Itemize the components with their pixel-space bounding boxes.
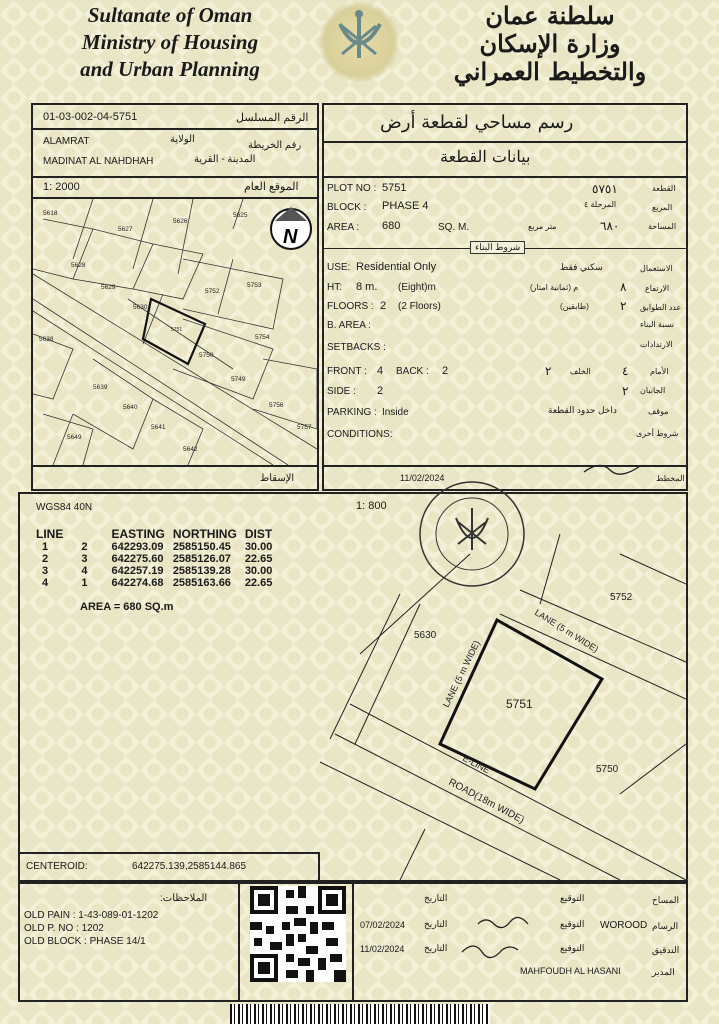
area-unit: SQ. M.: [438, 222, 470, 233]
old-block: OLD BLOCK : PHASE 14/1: [24, 936, 146, 947]
header-en-line2: Ministry of Housing: [81, 30, 259, 54]
parking-label-ar: موقف: [648, 407, 669, 416]
drawn-date-label: التاريخ: [424, 919, 448, 929]
checked-signature: [460, 938, 520, 960]
city-label: المدينة - القرية: [194, 154, 256, 165]
area-value: 680: [382, 220, 401, 232]
grid-system: WGS84 40N: [36, 502, 93, 513]
location-map: [33, 199, 317, 465]
qr-code: [250, 886, 346, 982]
floors-ar: ٢: [620, 299, 627, 313]
location-label-5629: 5629: [101, 284, 116, 291]
plan-neighbor-5630: 5630: [414, 630, 437, 641]
drawing-date: 11/02/2024: [400, 473, 445, 483]
emblem-logo: [318, 2, 400, 82]
location-label-5625: 5625: [233, 212, 248, 219]
header-en-line1: Sultanate of Oman: [87, 3, 253, 27]
location-label-5750: 5750: [199, 352, 214, 359]
front-label-ar: الأمام: [650, 367, 669, 376]
conditions-label-ar: شروط أخرى: [636, 429, 679, 438]
area-unit-ar: متر مربع: [528, 222, 557, 231]
surveyor-date-label: التاريخ: [424, 893, 448, 903]
col-easting: EASTING: [111, 527, 165, 541]
checked-date-label: التاريخ: [424, 943, 448, 953]
floors-label-ar: عدد الطوابق: [640, 303, 682, 312]
location-label-5618: 5618: [43, 210, 58, 217]
side-ar: ٢: [622, 384, 629, 398]
block-label: BLOCK :: [327, 202, 367, 213]
plot-no-label: PLOT NO :: [327, 183, 377, 194]
floors-label: FLOORS :: [327, 301, 374, 312]
projection-label: الإسقاط: [260, 473, 295, 484]
location-label-5640: 5640: [123, 404, 138, 411]
drafter-signature: [580, 458, 650, 478]
plan-neighbor-5750: 5750: [596, 764, 619, 775]
back-label: BACK :: [396, 366, 429, 377]
area-label-ar: المساحة: [648, 222, 677, 231]
plot-no-ar: ٥٧٥١: [592, 182, 618, 196]
location-label-5642: 5642: [183, 446, 198, 453]
director-label: المدير: [652, 967, 675, 977]
table-row: 2 3 642275.60 2585126.07 22.65: [42, 553, 273, 565]
director-name: MAHFOUDH AL HASANI: [520, 966, 621, 976]
serial-number: 01-03-002-04-5751: [43, 111, 138, 123]
site-plan: [20, 494, 686, 880]
location-label-5641: 5641: [151, 424, 166, 431]
side-label-ar: الجانبان: [640, 386, 666, 395]
parking-value: Inside: [382, 407, 409, 418]
header-english: [60, 2, 280, 83]
height-label-ar: الارتفاع: [645, 284, 670, 293]
location-label-5627: 5627: [118, 226, 133, 233]
table-row: 3 4 642257.19 2585139.28 30.00: [42, 565, 273, 577]
drawn-name: WOROOD: [600, 920, 648, 931]
area-ar: ٦٨٠: [600, 219, 620, 233]
location-label-5756: 5756: [269, 402, 284, 409]
old-pain: OLD PAIN : 1-43-089-01-1202: [24, 910, 159, 921]
use-ar: سكني فقط: [560, 262, 603, 272]
setbacks-label-ar: الارتدادات: [640, 340, 673, 349]
location-label-5749: 5749: [231, 376, 246, 383]
floors-value: 2: [380, 300, 387, 312]
col-dist: DIST: [244, 527, 273, 541]
setbacks-label: SETBACKS :: [327, 342, 386, 353]
location-label-5649: 5649: [67, 434, 82, 441]
plan-lane-top: LANE (5 m WIDE): [532, 607, 601, 655]
plan-plot-label: 5751: [506, 697, 533, 711]
plot-data-heading: بيانات القطعة: [440, 147, 531, 166]
location-label-5638: 5638: [39, 336, 54, 343]
use-label: USE:: [327, 262, 351, 273]
parking-ar: داخل حدود القطعة: [548, 405, 617, 415]
drawn-signature: [476, 912, 536, 932]
checked-label: التدقيق: [652, 945, 680, 955]
location-label-5754: 5754: [255, 334, 270, 341]
side-label: SIDE :: [327, 386, 356, 397]
plan-road: ROAD(18m WIDE): [446, 776, 526, 827]
back-ar: ٢: [545, 364, 552, 378]
north-arrow: [271, 207, 311, 249]
checked-signature-label: التوقيع: [560, 943, 585, 953]
floors-words-ar: (طابقين): [560, 302, 589, 311]
header-arabic: [440, 2, 660, 86]
plan-lane-left: LANE (5 m WIDE): [440, 638, 482, 709]
plan-eline: E-LINE: [461, 752, 492, 776]
checked-date: 11/02/2024: [360, 944, 405, 954]
height-label: HT:: [327, 282, 342, 293]
serial-label: الرقم المسلسل: [236, 112, 309, 124]
area-label: AREA :: [327, 222, 360, 233]
front-label: FRONT :: [327, 366, 367, 377]
drawn-signature-label: التوقيع: [560, 919, 585, 929]
col-northing: NORTHING: [172, 527, 237, 541]
centroid-value: 642275.139,2585144.865: [132, 861, 247, 872]
wilayat-value: ALAMRAT: [43, 136, 90, 147]
location-label-5630: 5630: [133, 304, 148, 311]
header-ar-line1: سلطنة عمان: [485, 1, 615, 30]
parking-label: PARKING :: [327, 407, 377, 418]
side-value: 2: [377, 385, 384, 397]
location-label-5751: 5751: [171, 327, 183, 333]
north-label: N: [283, 226, 298, 248]
surveyor-label: المساح: [652, 895, 680, 905]
front-value: 4: [377, 365, 384, 377]
block-label-ar: المربع: [652, 203, 673, 212]
city-value: MADINAT AL NAHDHAH: [43, 156, 154, 167]
back-value: 2: [442, 365, 449, 377]
plan-neighbor-5752: 5752: [610, 592, 633, 603]
height-value: 8 m.: [356, 281, 378, 293]
drafter-label: المخطط: [656, 474, 685, 483]
table-row: 1 2 642293.09 2585150.45 30.00: [42, 541, 273, 553]
total-area: AREA = 680 SQ.m: [80, 601, 174, 613]
plot-no-label-ar: القطعة: [652, 184, 676, 193]
building-area-label-ar: نسبة البناء: [640, 320, 674, 329]
building-conditions-heading: شروط البناء: [470, 241, 525, 254]
height-words: (Eight)m: [398, 282, 436, 293]
height-unit-ar: م (ثمانية امتار): [530, 283, 579, 292]
drawn-date: 07/02/2024: [360, 920, 406, 930]
plot-no-value: 5751: [382, 182, 407, 194]
header-en-line3: and Urban Planning: [80, 57, 260, 81]
use-value: Residential Only: [356, 261, 437, 273]
block-value: PHASE 4: [382, 200, 429, 212]
location-label: الموقع العام: [244, 181, 299, 193]
location-scale: 1: 2000: [43, 181, 80, 193]
barcode: [230, 1004, 490, 1024]
map-number-label: رقم الخريطة: [248, 140, 302, 151]
location-label-5757: 5757: [297, 424, 312, 431]
surveyor-signature-label: التوقيع: [560, 893, 585, 903]
header-ar-line3: والتخطيط العمراني: [453, 57, 647, 86]
block-ar: المرحلة ٤: [584, 200, 617, 209]
building-area-label: B. AREA :: [327, 320, 371, 331]
plan-scale: 1: 800: [356, 500, 387, 512]
col-line: LINE: [36, 527, 64, 541]
location-label-5639: 5639: [93, 384, 108, 391]
back-label-ar: الخلف: [570, 367, 591, 376]
centroid-label: CENTEROID:: [26, 861, 88, 872]
notes-label: الملاحظات:: [160, 893, 208, 904]
use-label-ar: الاستعمال: [640, 264, 673, 273]
wilayat-label: الولاية: [170, 134, 195, 145]
location-label-5626: 5626: [173, 218, 188, 225]
location-label-5628: 5628: [71, 262, 86, 269]
location-label-5752: 5752: [205, 288, 220, 295]
floors-words: (2 Floors): [398, 301, 441, 312]
location-label-5753: 5753: [247, 282, 262, 289]
front-ar: ٤: [622, 364, 629, 378]
header-ar-line2: وزارة الإسكان: [479, 29, 621, 58]
old-plot-number: OLD P. NO : 1202: [24, 923, 104, 934]
table-row: 4 1 642274.68 2585163.66 22.65: [42, 577, 273, 589]
conditions-label: CONDITIONS:: [327, 429, 393, 440]
height-ar: ٨: [620, 280, 627, 294]
drawn-label: الرسام: [652, 921, 679, 931]
document-title: رسم مساحي لقطعة أرض: [380, 112, 574, 133]
